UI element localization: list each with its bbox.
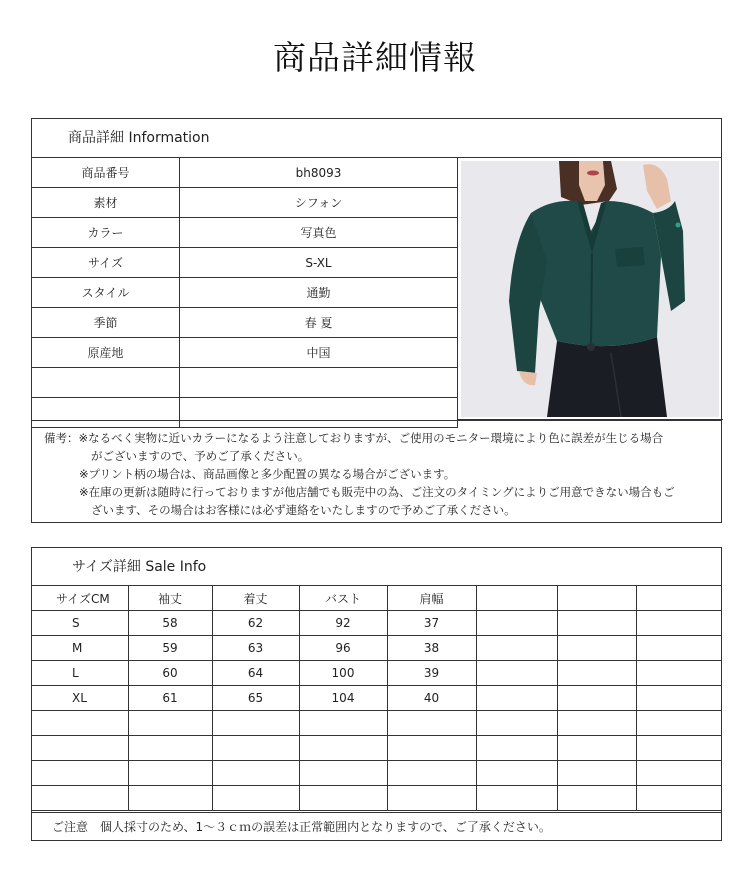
table-cell [128, 761, 212, 786]
spec-value [180, 368, 458, 398]
table-row [32, 761, 722, 786]
spec-value: 通勤 [180, 278, 458, 308]
column-header [557, 586, 636, 611]
spec-label: 季節 [32, 308, 180, 338]
table-cell [557, 686, 636, 711]
spec-row [32, 308, 458, 338]
table-cell [128, 786, 212, 811]
table-row [32, 636, 722, 661]
table-cell [32, 786, 128, 811]
spec-value: シフォン [180, 188, 458, 218]
spec-row [32, 158, 458, 188]
table-cell [476, 636, 557, 661]
column-header [636, 586, 722, 611]
product-photo-cell [458, 158, 723, 420]
product-notes [32, 420, 721, 524]
table-cell: S [32, 611, 128, 636]
column-header [476, 586, 557, 611]
table-cell [387, 711, 476, 736]
spec-row [32, 188, 458, 218]
table-cell: 62 [212, 611, 299, 636]
table-cell [387, 761, 476, 786]
table-cell [476, 661, 557, 686]
note-line: ※プリント柄の場合は、商品画像と多少配置の異なる場合がございます。 [79, 467, 456, 481]
table-row [32, 661, 722, 686]
page-title: 商品詳細情報 [273, 38, 477, 77]
table-cell: 39 [387, 661, 476, 686]
product-details-section [31, 118, 722, 523]
spec-value: 中国 [180, 338, 458, 368]
table-cell [212, 761, 299, 786]
size-details-heading: サイズ詳細 Sale Info [32, 548, 721, 586]
table-cell: 64 [212, 661, 299, 686]
table-cell [212, 786, 299, 811]
table-cell [636, 686, 722, 711]
table-cell: 40 [387, 686, 476, 711]
spec-label: 原産地 [32, 338, 180, 368]
table-row [32, 736, 722, 761]
table-row [32, 786, 722, 811]
column-header: 肩幅 [387, 586, 476, 611]
spec-label: カラー [32, 218, 180, 248]
spec-row [32, 248, 458, 278]
size-table [32, 586, 722, 811]
table-cell: 59 [128, 636, 212, 661]
table-cell [299, 711, 387, 736]
table-cell [32, 761, 128, 786]
table-cell [636, 711, 722, 736]
spec-value: bh8093 [180, 158, 458, 188]
table-cell [212, 736, 299, 761]
table-cell [557, 736, 636, 761]
spec-row [32, 338, 458, 368]
size-table-header [32, 586, 722, 611]
product-spec-table [32, 158, 458, 428]
table-cell: 104 [299, 686, 387, 711]
table-cell [476, 761, 557, 786]
table-cell: M [32, 636, 128, 661]
column-header: 着丈 [212, 586, 299, 611]
table-cell [128, 736, 212, 761]
spec-row [32, 278, 458, 308]
table-cell [557, 611, 636, 636]
table-cell [557, 636, 636, 661]
note-line: 備考：※なるべく実物に近いカラーになるよう注意しておりますが、ご使用のモニター環境により色に誤差が生じる場合 [44, 431, 664, 445]
table-row [32, 611, 722, 636]
spec-label: 素材 [32, 188, 180, 218]
product-photo [461, 161, 719, 417]
table-cell: 61 [128, 686, 212, 711]
spec-row [32, 368, 458, 398]
table-cell: 63 [212, 636, 299, 661]
spec-label: スタイル [32, 278, 180, 308]
table-cell: L [32, 661, 128, 686]
table-cell [299, 736, 387, 761]
column-header: サイズCM [32, 586, 128, 611]
product-details-heading: 商品詳細 Information [32, 119, 721, 158]
note-line: がございますので、予めご了承ください。 [91, 449, 310, 463]
table-cell [636, 786, 722, 811]
table-cell [636, 761, 722, 786]
column-header: 袖丈 [128, 586, 212, 611]
table-cell [476, 786, 557, 811]
size-details-section [31, 547, 722, 841]
table-cell [557, 761, 636, 786]
table-cell [557, 661, 636, 686]
spec-value: 春 夏 [180, 308, 458, 338]
spec-value: S-XL [180, 248, 458, 278]
table-cell [557, 786, 636, 811]
table-cell [557, 711, 636, 736]
table-cell [636, 611, 722, 636]
spec-row [32, 218, 458, 248]
table-cell [636, 661, 722, 686]
spec-label: 商品番号 [32, 158, 180, 188]
table-row [32, 711, 722, 736]
size-note: ご注意 個人採寸のため、1～３ｃｍの誤差は正常範囲内となりますので、ご了承ください。 [32, 812, 721, 840]
table-cell [32, 736, 128, 761]
table-cell [387, 786, 476, 811]
column-header: バスト [299, 586, 387, 611]
table-cell [299, 786, 387, 811]
note-line: ※在庫の更新は随時に行っておりますが他店舗でも販売中の為、ご注文のタイミングによりご用意できない場合もご [79, 485, 675, 499]
table-cell: 58 [128, 611, 212, 636]
table-cell: 92 [299, 611, 387, 636]
spec-value: 写真色 [180, 218, 458, 248]
table-cell [128, 711, 212, 736]
table-cell [476, 686, 557, 711]
table-cell [476, 711, 557, 736]
table-cell: 65 [212, 686, 299, 711]
table-cell [212, 711, 299, 736]
table-cell: 37 [387, 611, 476, 636]
spec-label [32, 368, 180, 398]
table-row [32, 686, 722, 711]
table-cell: 38 [387, 636, 476, 661]
table-cell [299, 761, 387, 786]
table-cell: 60 [128, 661, 212, 686]
table-cell [476, 611, 557, 636]
table-cell: 96 [299, 636, 387, 661]
table-cell [387, 736, 476, 761]
spec-label: サイズ [32, 248, 180, 278]
note-line: ざいます、その場合はお客様には必ず連絡をいたしますので予めご了承ください。 [91, 503, 516, 517]
table-cell [32, 711, 128, 736]
table-cell [636, 636, 722, 661]
table-cell: 100 [299, 661, 387, 686]
table-cell [476, 736, 557, 761]
table-cell [636, 736, 722, 761]
table-cell: XL [32, 686, 128, 711]
